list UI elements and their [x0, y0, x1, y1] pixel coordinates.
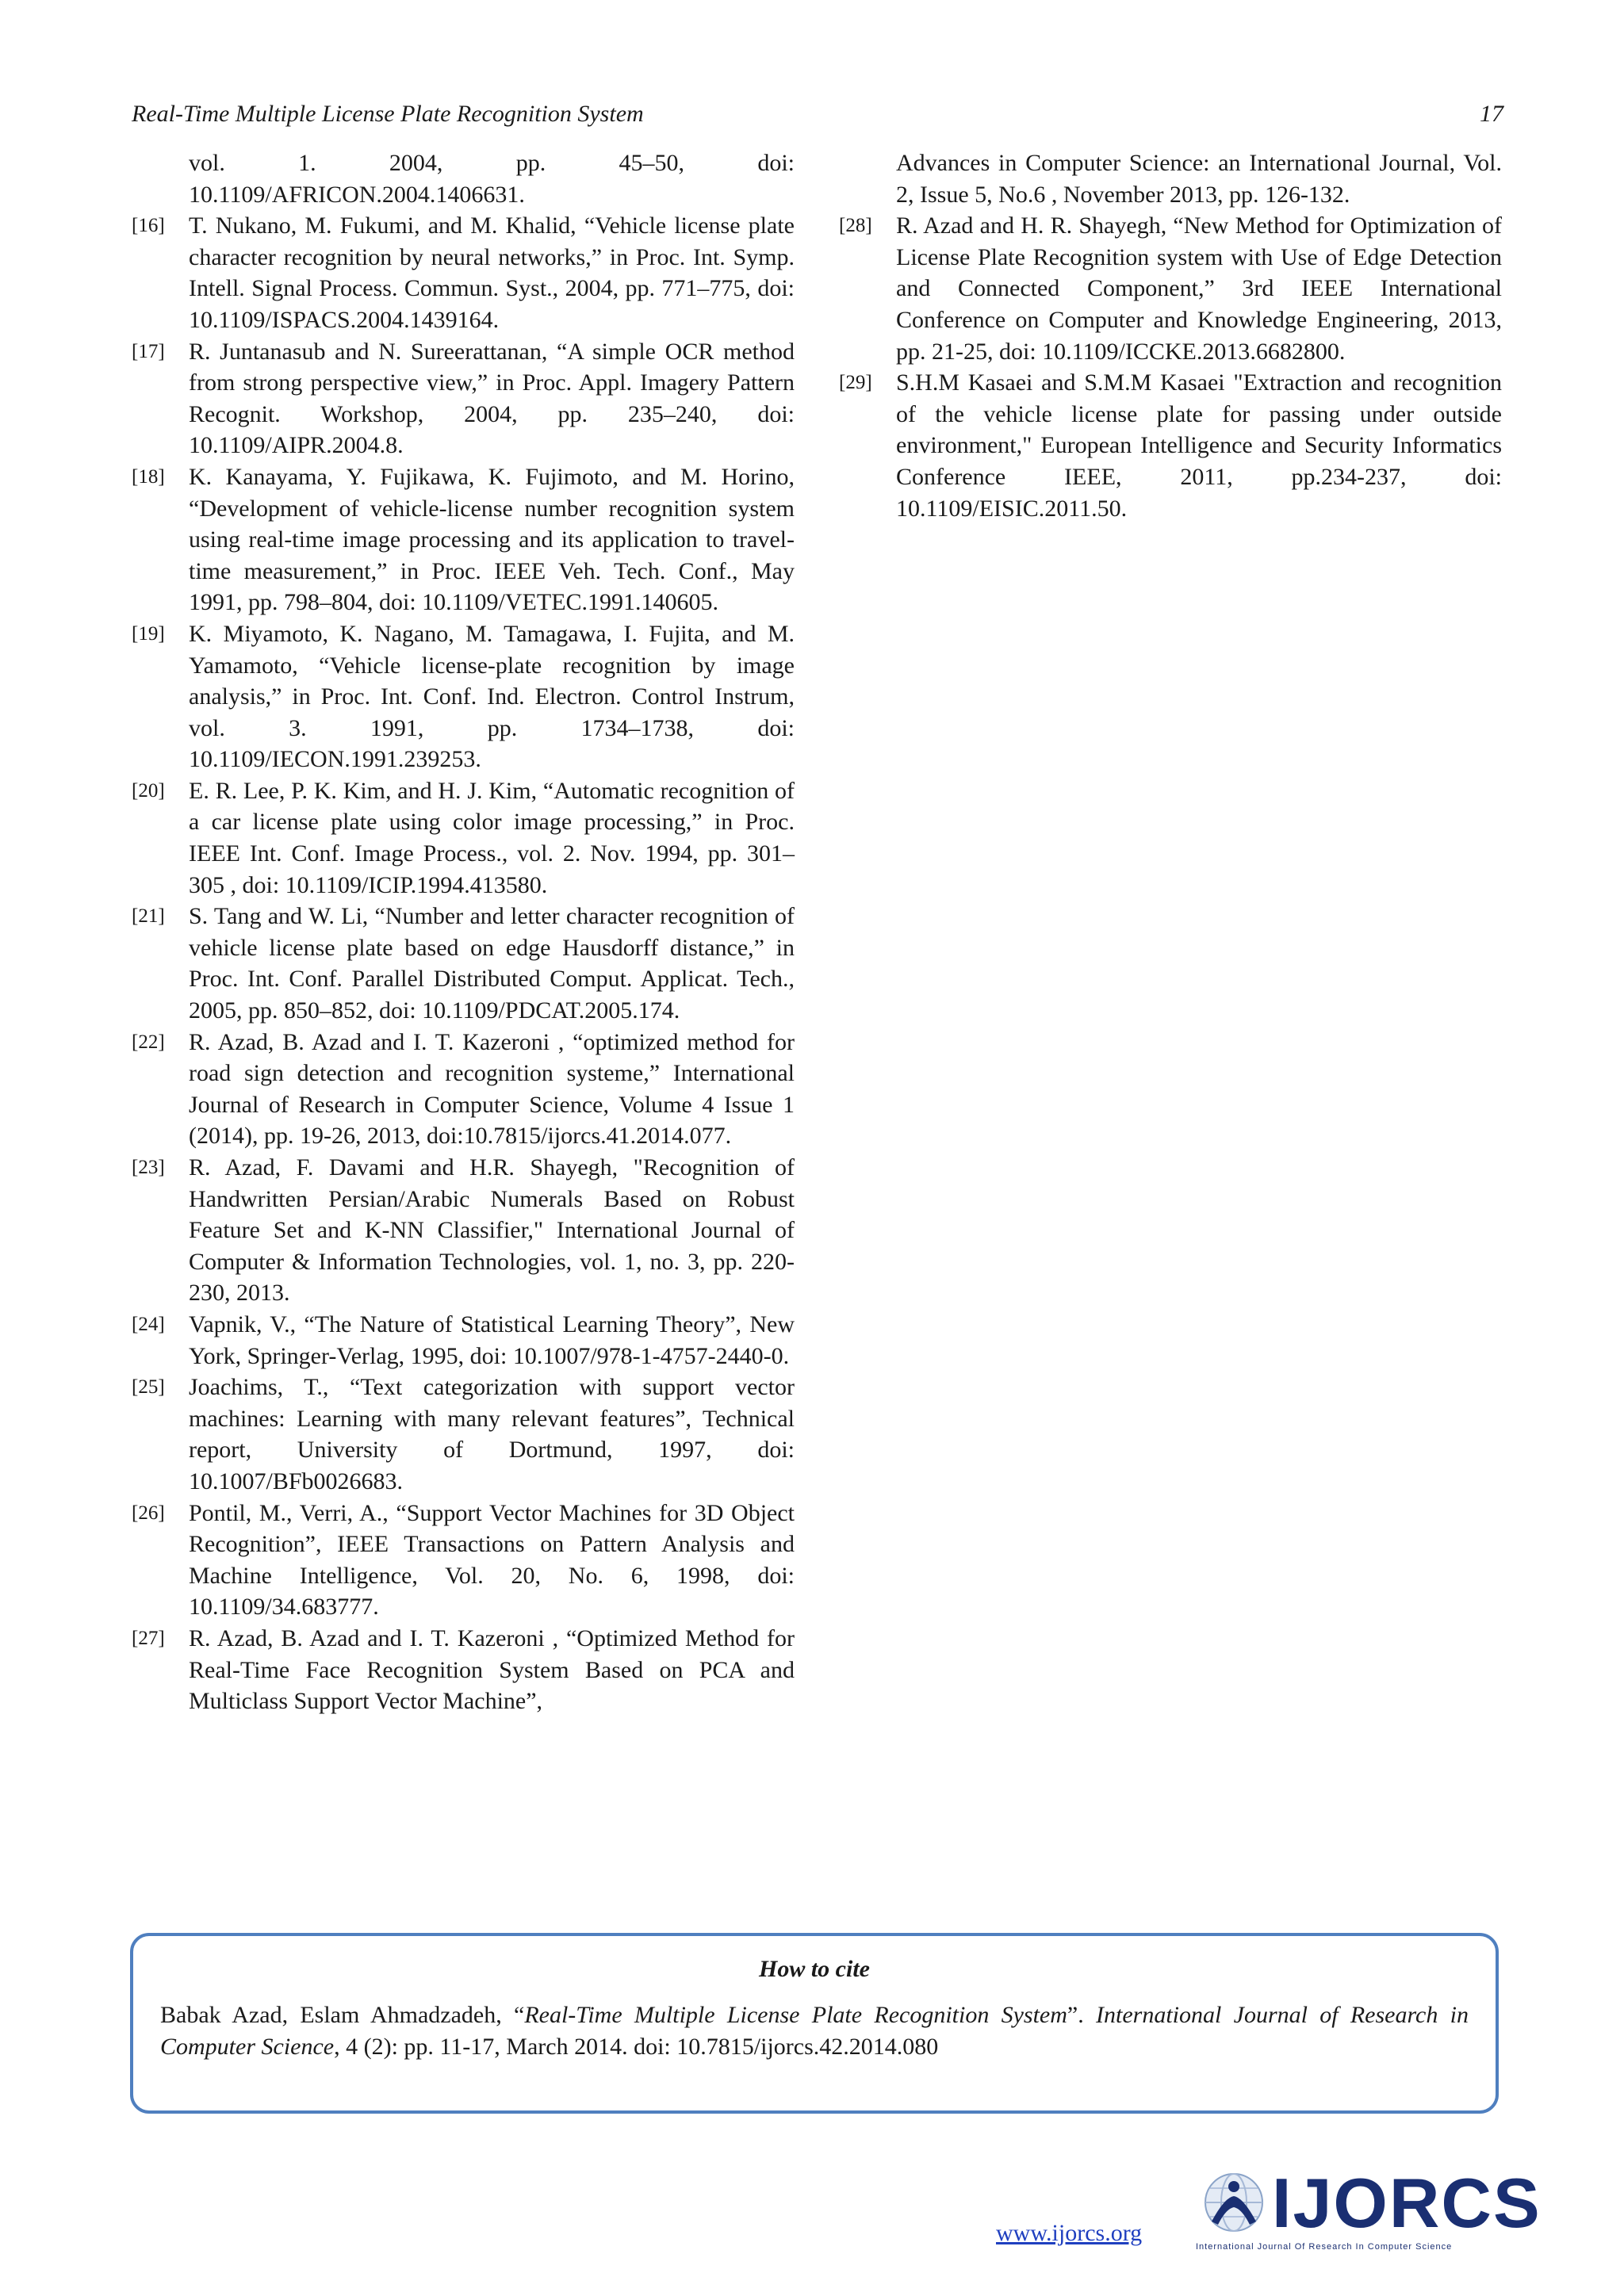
reference-number: [16] — [132, 215, 165, 237]
reference-text: R. Azad, F. Davami and H.R. Shayegh, "Recognition of Handwritten Persian/Arabic Numerals Based on Robust Feature Set and K-NN Classifier," International Journal of Computer & Information Technologies, vol. 1, no. 3, pp. 220-230, 2013. — [189, 1154, 795, 1307]
reference-entry — [132, 901, 795, 1026]
reference-text: Joachims, T., “Text categorization with support vector machines: Learning with many relevant features”, Technical report, University of Dortmund, 1997, doi: 10.1007/BFb0026683. — [189, 1374, 795, 1494]
reference-number: [26] — [132, 1502, 165, 1524]
page-number: 17 — [1480, 101, 1503, 127]
citation-after-title: ”. — [1067, 2002, 1097, 2028]
reference-entry — [132, 147, 795, 210]
reference-text: Advances in Computer Science: an International Journal, Vol. 2, Issue 5, No.6 , November 2013, pp. 126-132. — [896, 150, 1502, 208]
reference-entry — [839, 210, 1502, 367]
reference-entry — [132, 461, 795, 618]
how-to-cite-box — [130, 1933, 1499, 2114]
citation-journal: International Journal of Research in Computer Science — [160, 2002, 1469, 2060]
citation-details: , 4 (2): pp. 11-17, March 2014. doi: 10.7815/ijorcs.42.2014.080 — [334, 2034, 939, 2060]
reference-text: R. Azad, B. Azad and I. T. Kazeroni , “Optimized Method for Real-Time Face Recognition System Based on PCA and Multiclass Support Vector Machine”, — [189, 1624, 795, 1715]
reference-number: [22] — [132, 1031, 165, 1053]
reference-number: [23] — [132, 1157, 165, 1178]
citation-text — [160, 1999, 1469, 2063]
reference-entry — [132, 1027, 795, 1152]
reference-entry — [132, 336, 795, 461]
reference-text: S. Tang and W. Li, “Number and letter character recognition of vehicle license plate based on edge Hausdorff distance,” in Proc. Int. Conf. Parallel Distributed Comput. Applicat. Tech., 2005, pp. 850–852, doi: 10.1109/PDCAT.2005.174. — [189, 903, 795, 1024]
reference-entry — [132, 1498, 795, 1623]
logo-wordmark: IJORCS — [1272, 2164, 1542, 2242]
reference-number: [25] — [132, 1376, 165, 1399]
reference-text: K. Kanayama, Y. Fujikawa, K. Fujimoto, and M. Horino, “Development of vehicle-license number recognition system using real-time image processing and its application to travel-time measurement,” in Proc. IEEE Veh. Tech. Conf., May 1991, pp. 798–804, doi: 10.1109/VETEC.1991.140605. — [189, 463, 795, 616]
reference-text: R. Azad and H. R. Shayegh, “New Method for Optimization of License Plate Recognition system with Use of Edge Detection and Connected Component,” 3rd IEEE International Conference on Computer and Knowledge Engineering, 2013, pp. 21-25, doi: 10.1109/ICCKE.2013.6682800. — [896, 212, 1502, 365]
reference-text: Vapnik, V., “The Nature of Statistical Learning Theory”, New York, Springer-Verlag, 1995, doi: 10.1007/978-1-4757-2440-0. — [189, 1311, 795, 1369]
reference-number: [17] — [132, 340, 165, 362]
globe-figure-icon — [1196, 2166, 1272, 2242]
reference-entry — [132, 1623, 795, 1717]
reference-text: R. Azad, B. Azad and I. T. Kazeroni , “optimized method for road sign detection and recognition systeme,” International Journal of Research in Computer Science, Volume 4 Issue 1 (2014), pp. 19-26, 2013, doi:10.7815/ijorcs.41.2014.077. — [189, 1028, 795, 1150]
reference-text: T. Nukano, M. Fukumi, and M. Khalid, “Vehicle license plate character recognition by neural networks,” in Proc. Int. Symp. Intell. Signal Process. Commun. Syst., 2004, pp. 771–775, doi: 10.1109/ISPACS.2004.1439164. — [189, 212, 795, 333]
reference-text: S.H.M Kasaei and S.M.M Kasaei "Extraction and recognition of the vehicle license plate for passing under outside environment," European Intelligence and Security Informatics Conference IEEE, 2011, pp.234-237, doi: 10.1109/EISIC.2011.50. — [896, 369, 1502, 522]
running-head — [132, 98, 1503, 130]
running-title: Real-Time Multiple License Plate Recognition System — [132, 101, 644, 127]
website-link[interactable]: www.ijorcs.org — [996, 2220, 1143, 2246]
reference-text: E. R. Lee, P. K. Kim, and H. J. Kim, “Automatic recognition of a car license plate using color image processing,” in Proc. IEEE Int. Conf. Image Process., vol. 2. Nov. 1994, pp. 301–305 , doi: 10.1109/ICIP.1994.413580. — [189, 777, 795, 898]
citation-authors: Babak Azad, Eslam Ahmadzadeh, “ — [160, 2002, 525, 2028]
reference-number: [19] — [132, 622, 165, 645]
reference-number: [27] — [132, 1627, 165, 1649]
references-left-column — [132, 147, 795, 1717]
citation-title: Real-Time Multiple License Plate Recognition System — [524, 2002, 1067, 2028]
reference-number: [21] — [132, 905, 165, 928]
reference-number: [18] — [132, 465, 165, 488]
how-to-cite-heading: How to cite — [759, 1956, 870, 1982]
logo-subtitle: International Journal Of Research In Computer Science — [1196, 2242, 1453, 2252]
reference-entry — [132, 618, 795, 775]
reference-entry — [132, 1152, 795, 1309]
reference-number: [24] — [132, 1313, 165, 1335]
reference-number: [28] — [839, 215, 872, 237]
references-right-column — [839, 147, 1502, 524]
reference-number: [29] — [839, 372, 872, 394]
reference-text: Pontil, M., Verri, A., “Support Vector Machines for 3D Object Recognition”, IEEE Transactions on Pattern Analysis and Machine Intelligence, Vol. 20, No. 6, 1998, doi: 10.1109/34.683777. — [189, 1499, 795, 1621]
reference-entry — [132, 210, 795, 335]
reference-text: R. Juntanasub and N. Sureerattanan, “A simple OCR method from strong perspective view,” in Proc. Appl. Imagery Pattern Recognit. Workshop, 2004, pp. 235–240, doi: 10.1109/AIPR.2004.8. — [189, 338, 795, 459]
reference-entry — [132, 1309, 795, 1372]
reference-number: [20] — [132, 779, 165, 802]
reference-entry — [132, 775, 795, 901]
reference-entry — [839, 367, 1502, 524]
reference-entry — [839, 147, 1502, 210]
reference-text: vol. 1. 2004, pp. 45–50, doi: 10.1109/AFRICON.2004.1406631. — [189, 150, 795, 208]
reference-text: K. Miyamoto, K. Nagano, M. Tamagawa, I. Fujita, and M. Yamamoto, “Vehicle license-plate recognition by image analysis,” in Proc. Int. Conf. Ind. Electron. Control Instrum, vol. 3. 1991, pp. 1734–1738, doi: 10.1109/IECON.1991.239253. — [189, 620, 795, 773]
ijorcs-logo — [1196, 2164, 1542, 2253]
reference-entry — [132, 1372, 795, 1497]
